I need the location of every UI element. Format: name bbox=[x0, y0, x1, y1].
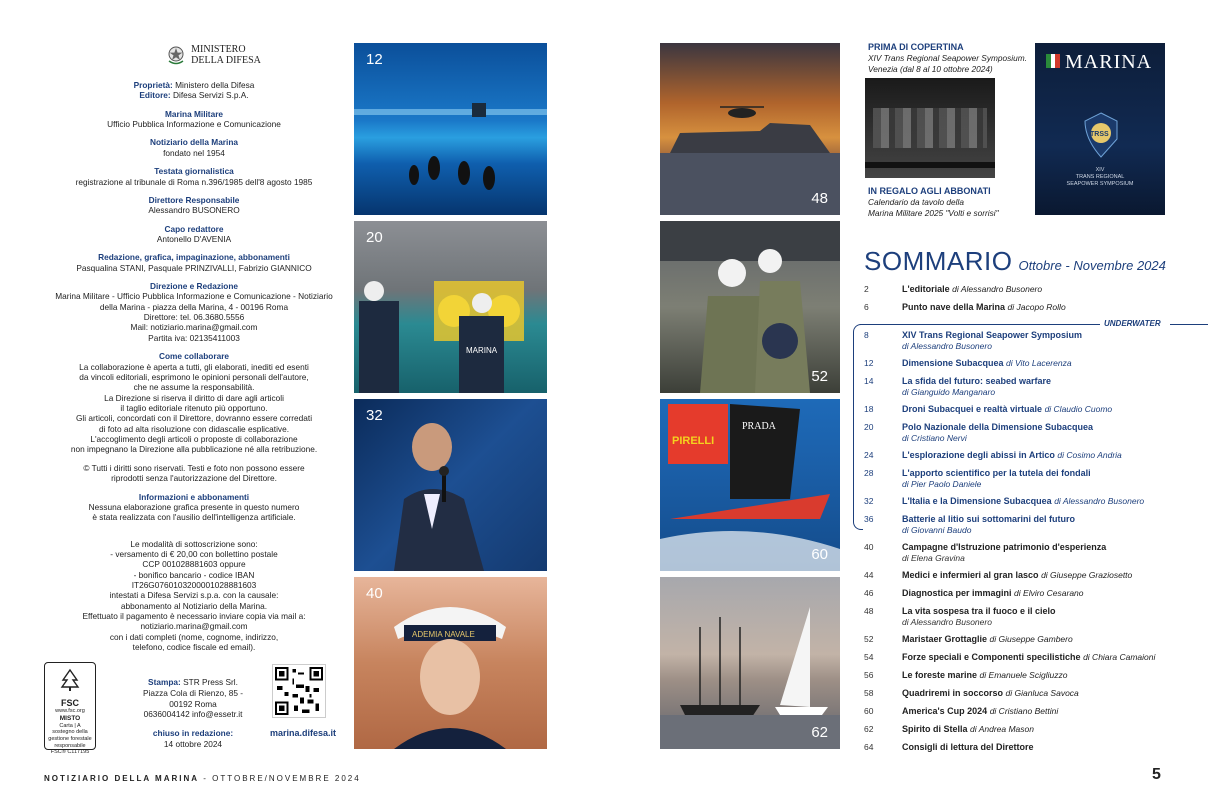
redazione-value: Pasqualina STANI, Pasquale PRINZIVALLI, Fabrizio GIANNICO bbox=[76, 262, 312, 273]
navy-crest-icon bbox=[1045, 53, 1061, 69]
gift-line: Calendario da tavolo della bbox=[868, 197, 964, 208]
toc-author: di Alessandro Busonero bbox=[902, 617, 992, 627]
stampa-line: STR Press Srl. bbox=[183, 677, 238, 687]
come-line: il taglio editoriale ritenuto più opportuno. bbox=[120, 402, 268, 413]
gift-title: IN REGALO AGLI ABBONATI bbox=[868, 186, 991, 196]
chiuso-label: chiuso in redazione: bbox=[152, 728, 234, 738]
toc-title: Forze speciali e Componenti specilistiche bbox=[902, 652, 1081, 662]
testata-block bbox=[44, 166, 344, 187]
come-title: Come collaborare bbox=[158, 351, 230, 362]
toc-page-number: 8 bbox=[864, 330, 869, 340]
come-line: La collaborazione è aperta a tutti, gli elaborati, inediti ed esenti bbox=[79, 361, 309, 372]
toc-page-number: 62 bbox=[864, 724, 874, 734]
toc-author: di Giovanni Baudo bbox=[902, 525, 972, 535]
toc-title: Polo Nazionale della Dimensione Subacquea bbox=[902, 422, 1094, 432]
page-ref-48: 48 bbox=[811, 190, 828, 207]
magazine-subtitle bbox=[1035, 167, 1165, 188]
page-ref-60: 60 bbox=[811, 546, 828, 563]
page-ref-12: 12 bbox=[366, 51, 383, 68]
page-ref-52: 52 bbox=[811, 368, 828, 385]
stampa-label: Stampa: bbox=[148, 677, 181, 687]
toc-author: di Elena Gravina bbox=[902, 553, 965, 563]
page-ref-40: 40 bbox=[366, 585, 383, 602]
operators-drone-illustration bbox=[354, 221, 547, 393]
toc-author: di Alessandro Busonero bbox=[902, 341, 992, 351]
toc-page-number: 36 bbox=[864, 514, 874, 524]
stampa-line: Piazza Cola di Rienzo, 85 - bbox=[142, 687, 244, 698]
info-block bbox=[44, 492, 344, 523]
proprieta-label: Proprietà: bbox=[133, 80, 173, 90]
underwater-label: UNDERWATER bbox=[1104, 319, 1161, 328]
chiuso-value: 14 ottobre 2024 bbox=[163, 738, 223, 749]
toc-title: L'apporto scientifico per la tutela dei fondali bbox=[902, 468, 1091, 478]
fsc-line: gestione forestale bbox=[48, 735, 92, 742]
toc-title: America's Cup 2024 bbox=[902, 706, 988, 716]
sub-line: Effettuato il pagamento è necessario inviare copia via mail a: bbox=[82, 611, 306, 622]
come-line: che ne assume la responsabilità. bbox=[133, 382, 255, 393]
fsc-misto: MISTO bbox=[59, 714, 81, 722]
photo-maintenance[interactable] bbox=[660, 221, 840, 393]
toc-page-number: 60 bbox=[864, 706, 874, 716]
cadet-illustration bbox=[354, 577, 547, 749]
toc-author: di Alessandro Busonero bbox=[952, 284, 1043, 294]
prima-copertina bbox=[868, 42, 1028, 74]
sommario-date: Ottobre - Novembre 2024 bbox=[1018, 258, 1166, 273]
redazione-block bbox=[44, 252, 344, 273]
pirelli-sail-text: PIRELLI bbox=[672, 435, 715, 447]
underwater-divider-right bbox=[1170, 324, 1208, 325]
sub-line: abbonamento al Notiziario della Marina. bbox=[120, 600, 268, 611]
toc-title: La sfida del futuro: seabed warfare bbox=[902, 376, 1052, 386]
sub-line: CCP 001028881603 oppure bbox=[142, 559, 246, 570]
toc-author: di Alessandro Busonero bbox=[1054, 496, 1145, 506]
sub-line: Le modalità di sottoscrizione sono: bbox=[130, 538, 258, 549]
colophon bbox=[44, 44, 344, 661]
toc-author: di Cristiano Nervi bbox=[902, 433, 967, 443]
photo-speaker[interactable] bbox=[354, 399, 547, 571]
footer bbox=[44, 774, 361, 783]
toc-author: di Elviro Cesarano bbox=[1014, 588, 1084, 598]
qr-code-icon[interactable] bbox=[272, 664, 326, 718]
prada-sail-text: PRADA bbox=[742, 421, 776, 432]
toc-entry bbox=[902, 376, 1051, 386]
info-line: Nessuna elaborazione grafica presente in questo numero bbox=[88, 501, 300, 512]
calendar-photo bbox=[873, 108, 987, 148]
capo-block bbox=[44, 224, 344, 245]
photo-americas-cup[interactable] bbox=[660, 399, 840, 571]
testata-value: registrazione al tribunale di Roma n.396/1985 dell'8 agosto 1985 bbox=[75, 176, 313, 187]
sub-email[interactable]: notiziario.marina@gmail.com bbox=[140, 621, 248, 632]
trss-badge-icon bbox=[1081, 111, 1121, 159]
toc-page-number: 6 bbox=[864, 302, 869, 312]
toc-entry bbox=[902, 688, 1079, 698]
toc-title: Punto nave della Marina bbox=[902, 302, 1006, 312]
ministry-header bbox=[84, 44, 344, 66]
toc-entry bbox=[902, 284, 1042, 294]
info-line: è stata realizzata con l'ausilio dell'intelligenza artificiale. bbox=[92, 512, 296, 523]
editore-value: Difesa Servizi S.p.A. bbox=[173, 90, 249, 101]
photo-drone-operators[interactable] bbox=[354, 221, 547, 393]
toc-author: di Gianguido Manganaro bbox=[902, 387, 996, 397]
photo-ship-sunset[interactable] bbox=[660, 43, 840, 215]
redazione-title: Redazione, grafica, impaginazione, abbonamenti bbox=[98, 252, 290, 263]
come-line: La Direzione si riserva il diritto di dare agli articoli bbox=[104, 392, 284, 403]
sub-line: - bonifico bancario - codice IBAN bbox=[133, 569, 255, 580]
fsc-line: sostegno della bbox=[52, 729, 88, 736]
toc-page-number: 48 bbox=[864, 606, 874, 616]
direzione-title: Direzione e Redazione bbox=[149, 281, 239, 292]
prima-title: PRIMA DI COPERTINA bbox=[868, 42, 964, 52]
fsc-site: www.fsc.org bbox=[55, 708, 85, 715]
speaker-illustration bbox=[354, 399, 547, 571]
toc-title: Dimensione Subacquea bbox=[902, 358, 1004, 368]
direzione-line: della Marina - piazza della Marina, 4 - 00196 Roma bbox=[99, 301, 289, 312]
direzione-line: Marina Militare - Ufficio Pubblica Informazione e Comunicazione - Notiziario bbox=[55, 291, 333, 302]
toc-author: di Gianluca Savoca bbox=[1005, 688, 1079, 698]
notiziario-block bbox=[44, 137, 344, 158]
marina-label-print: MARINA bbox=[466, 346, 498, 355]
toc-title: Campagne d'Istruzione patrimonio d'esperienza bbox=[902, 542, 1107, 552]
submarine-divers-illustration bbox=[354, 43, 547, 215]
toc-entry bbox=[902, 742, 1034, 752]
toc-title: Le foreste marine bbox=[902, 670, 978, 680]
come-line: Gli articoli, concordati con il Direttore, dovranno essere corredati bbox=[75, 413, 313, 424]
prima-line: XIV Trans Regional Seapower Symposium. bbox=[868, 53, 1027, 64]
footer-issue: - OTTOBRE/NOVEMBRE 2024 bbox=[199, 774, 361, 783]
sommario-title: SOMMARIO bbox=[864, 246, 1013, 276]
direzione-line: Direttore: tel. 06.3680.5556 bbox=[143, 312, 245, 323]
stampa-line: 0636004142 info@essetr.it bbox=[143, 709, 243, 720]
sub-line: intestati a Difesa Servizi s.p.a. con la causale: bbox=[109, 590, 279, 601]
calendar-image[interactable] bbox=[865, 78, 995, 178]
come-line: da vincoli editoriali, esprimono le opinioni personali dell'autore, bbox=[79, 371, 309, 382]
toc-author: di Claudio Cuomo bbox=[1044, 404, 1113, 414]
marina-title: Marina Militare bbox=[164, 108, 224, 119]
fsc-line: responsabile bbox=[54, 742, 86, 749]
toc-page-number: 56 bbox=[864, 670, 874, 680]
rights-line: riprodotti senza l'autorizzazione del Direttore. bbox=[111, 473, 277, 484]
toc-entry bbox=[902, 404, 1112, 414]
toc-entry bbox=[902, 422, 1093, 432]
toc-entry bbox=[902, 570, 1132, 580]
toc-entry bbox=[902, 514, 1075, 524]
toc-entry bbox=[902, 358, 1072, 368]
toc-author: di Giuseppe Gambero bbox=[989, 634, 1073, 644]
toc-author: di Chiara Camaioni bbox=[1083, 652, 1156, 662]
magazine-cover[interactable] bbox=[1035, 43, 1165, 215]
toc-title: Diagnostica per immagini bbox=[902, 588, 1012, 598]
photo-divers[interactable] bbox=[354, 43, 547, 215]
toc-author: di Giuseppe Graziosetto bbox=[1041, 570, 1133, 580]
notiziario-title: Notiziario della Marina bbox=[149, 137, 239, 148]
editore-label: Editore: bbox=[139, 90, 171, 101]
toc-entry bbox=[902, 542, 1106, 552]
sub-line: IT26G0760103200001028881603 bbox=[131, 580, 257, 591]
sub-line: telefono, codice fiscale ed email). bbox=[132, 642, 256, 653]
footer-magazine: NOTIZIARIO DELLA MARINA bbox=[44, 774, 200, 783]
proprieta-value: Ministero della Difesa bbox=[175, 80, 255, 90]
chiuso-block bbox=[118, 728, 268, 750]
direzione-line: Partita iva: 02135411003 bbox=[148, 332, 240, 343]
toc-entry bbox=[902, 450, 1122, 460]
direttore-value: Alessandro BUSONERO bbox=[148, 205, 240, 216]
stampa-block bbox=[118, 677, 268, 720]
fsc-line: Carta | A bbox=[59, 722, 81, 729]
ministry-line1: MINISTERO bbox=[191, 44, 246, 55]
subscription-block bbox=[44, 539, 344, 653]
toc-entry bbox=[902, 670, 1067, 680]
magazine-sub-line: SEAPOWER SYMPOSIUM bbox=[1066, 181, 1134, 188]
toc-entry bbox=[902, 634, 1073, 644]
sub-line: - versamento di € 20,00 con bollettino postale bbox=[110, 548, 278, 559]
cap-ribbon-text: ADEMIA NAVALE bbox=[412, 630, 475, 639]
toc-title: L'Italia e la Dimensione Subacquea bbox=[902, 496, 1052, 506]
toc-page-number: 64 bbox=[864, 742, 874, 752]
info-title: Informazioni e abbonamenti bbox=[138, 491, 250, 502]
toc-page-number: 14 bbox=[864, 376, 874, 386]
toc-entry bbox=[902, 706, 1058, 716]
toc-title: Quadriremi in soccorso bbox=[902, 688, 1004, 698]
photo-cadet[interactable] bbox=[354, 577, 547, 749]
testata-title: Testata giornalistica bbox=[154, 166, 234, 177]
website-link[interactable]: marina.difesa.it bbox=[269, 728, 337, 738]
toc-author: di Jacopo Rollo bbox=[1007, 302, 1066, 312]
come-line: non impegnano la Direzione alla pubblicazione né alla retribuzione. bbox=[70, 444, 318, 455]
toc-entry bbox=[902, 588, 1084, 598]
toc-page-number: 32 bbox=[864, 496, 874, 506]
toc-page-number: 24 bbox=[864, 450, 874, 460]
toc-page-number: 54 bbox=[864, 652, 874, 662]
toc-entry bbox=[902, 330, 1082, 340]
page-ref-20: 20 bbox=[366, 229, 383, 246]
toc-author: di Pier Paolo Daniele bbox=[902, 479, 982, 489]
toc-page-number: 12 bbox=[864, 358, 874, 368]
gift-line: Marina Militare 2025 "Volti e sorrisi" bbox=[868, 207, 999, 218]
direttore-title: Direttore Responsabile bbox=[148, 194, 240, 205]
toc-entry bbox=[902, 606, 1056, 616]
stampa-line: 00192 Roma bbox=[169, 698, 217, 709]
toc-title: Maristaer Grottaglie bbox=[902, 634, 988, 644]
magazine-logo: MARINA bbox=[1065, 51, 1153, 73]
calendar-strip bbox=[865, 162, 995, 168]
toc-title: L'esplorazione degli abissi in Artico bbox=[902, 450, 1055, 460]
magazine-sub-line: TRANS REGIONAL bbox=[1075, 174, 1125, 181]
toc-entry bbox=[902, 468, 1091, 478]
toc-title: Batterie al litio sui sottomarini del futuro bbox=[902, 514, 1076, 524]
toc-title: Consigli di lettura del Direttore bbox=[902, 742, 1034, 752]
rights-block bbox=[44, 463, 344, 484]
toc-page-number: 58 bbox=[864, 688, 874, 698]
toc-page-number: 20 bbox=[864, 422, 874, 432]
toc-entry bbox=[902, 302, 1066, 312]
capo-title: Capo redattore bbox=[164, 223, 224, 234]
fsc-tree-icon bbox=[57, 667, 83, 693]
come-block bbox=[44, 351, 344, 455]
rights-line: © Tutti i diritti sono riservati. Testi e foto non possono essere bbox=[83, 462, 305, 473]
underwater-divider bbox=[860, 324, 1100, 325]
gift-block bbox=[868, 186, 1038, 218]
toc-page-number: 52 bbox=[864, 634, 874, 644]
fsc-label: FSC bbox=[61, 697, 79, 708]
marina-block bbox=[44, 109, 344, 130]
ownership-block bbox=[44, 80, 344, 101]
magazine-sub-line: XIV bbox=[1095, 167, 1105, 173]
toc-page-number: 28 bbox=[864, 468, 874, 478]
notiziario-value: fondato nel 1954 bbox=[163, 147, 225, 158]
come-line: L'accoglimento degli articoli o proposte di collaborazione bbox=[90, 434, 298, 445]
toc-entry bbox=[902, 496, 1144, 506]
toc-page-number: 46 bbox=[864, 588, 874, 598]
sommario-heading bbox=[864, 246, 1166, 277]
fsc-logo bbox=[44, 662, 96, 756]
page-number: 5 bbox=[1152, 766, 1161, 783]
toc-author: di Cristiano Bettini bbox=[989, 706, 1059, 716]
ministry-line2: DELLA DIFESA bbox=[191, 55, 261, 66]
underwater-bracket bbox=[853, 324, 863, 530]
page-ref-32: 32 bbox=[366, 407, 383, 424]
toc-page-number: 2 bbox=[864, 284, 869, 294]
toc-page-number: 44 bbox=[864, 570, 874, 580]
marina-value: Ufficio Pubblica Informazione e Comunicazione bbox=[107, 119, 281, 130]
toc-author: di Cosimo Andria bbox=[1057, 450, 1122, 460]
toc-entry bbox=[902, 652, 1155, 662]
toc-title: Medici e infermieri al gran lasco bbox=[902, 570, 1039, 580]
toc-page-number: 18 bbox=[864, 404, 874, 414]
toc-title: XIV Trans Regional Seapower Symposium bbox=[902, 330, 1083, 340]
capo-value: Antonello D'AVENIA bbox=[156, 233, 232, 244]
prima-line: Venezia (dal 8 al 10 ottobre 2024) bbox=[868, 63, 993, 74]
trss-text: TRSS bbox=[1090, 131, 1109, 138]
toc-entry bbox=[902, 724, 1034, 734]
toc-title: L'editoriale bbox=[902, 284, 950, 294]
direzione-block bbox=[44, 281, 344, 343]
italian-republic-emblem-icon bbox=[167, 45, 185, 65]
toc-title: Spirito di Stella bbox=[902, 724, 968, 734]
toc-author: di Andrea Mason bbox=[970, 724, 1034, 734]
page-ref-62: 62 bbox=[811, 724, 828, 741]
direzione-email[interactable]: Mail: notiziario.marina@gmail.com bbox=[130, 322, 258, 333]
fsc-code: FSC® C117195 bbox=[50, 749, 90, 756]
toc-title: La vita sospesa tra il fuoco e il cielo bbox=[902, 606, 1056, 616]
come-line: di foto ad alta risoluzione con didascalie esplicative. bbox=[98, 423, 290, 434]
toc-author: di Emanuele Scigliuzzo bbox=[979, 670, 1068, 680]
direttore-block bbox=[44, 195, 344, 216]
photo-tall-ship[interactable] bbox=[660, 577, 840, 749]
sub-line: con i dati completi (nome, cognome, indirizzo, bbox=[109, 631, 279, 642]
toc-author: di Vito Lacerenza bbox=[1006, 358, 1072, 368]
toc-title: Droni Subacquei e realtà virtuale bbox=[902, 404, 1043, 414]
toc-page-number: 40 bbox=[864, 542, 874, 552]
